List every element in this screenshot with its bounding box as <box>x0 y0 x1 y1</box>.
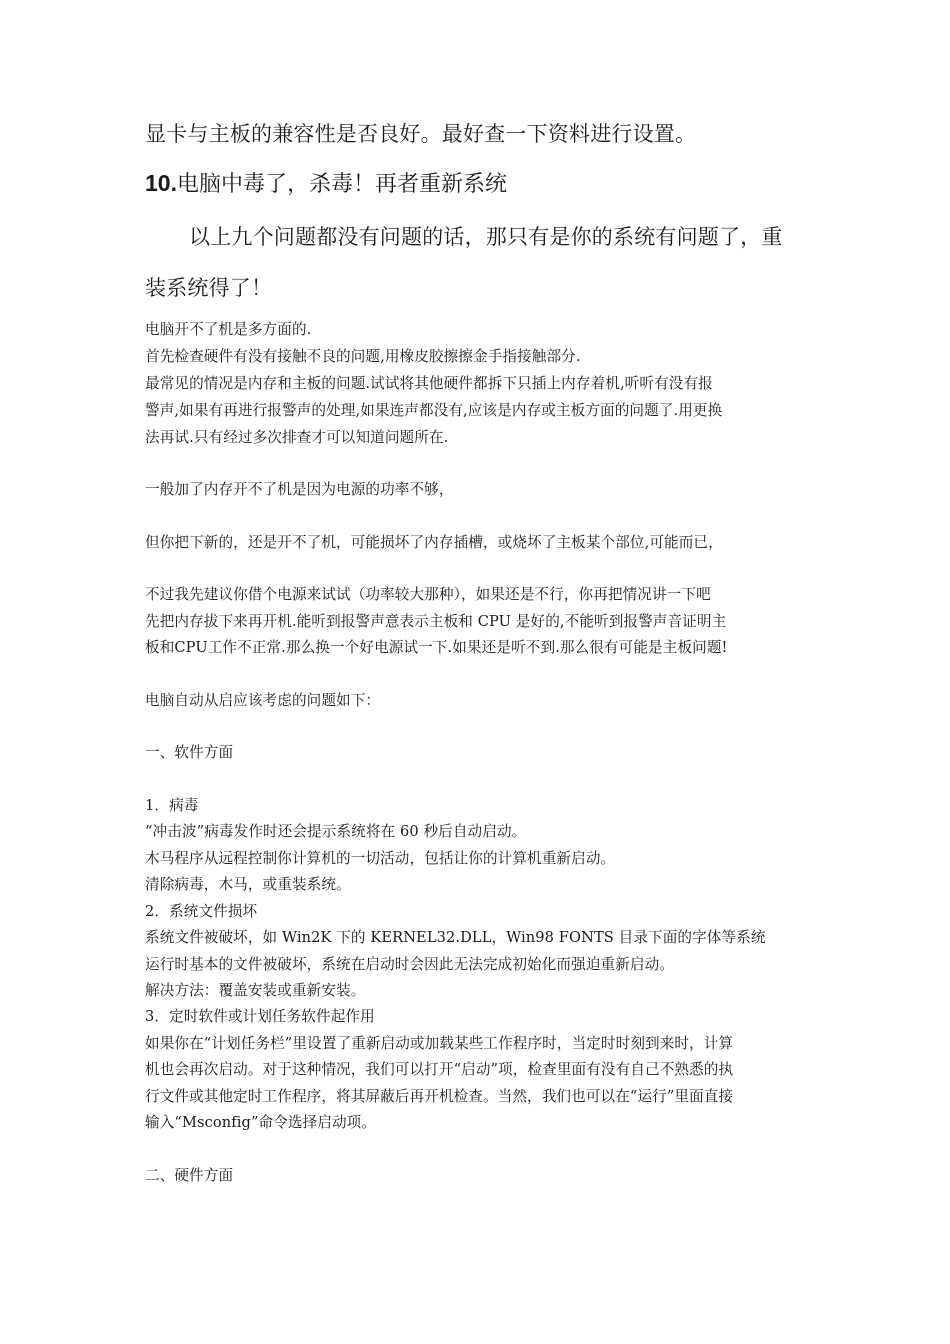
text-line: 系统文件被破坏，如 Win2K 下的 KERNEL32.DLL，Win98 FONTS 目录下面的字体等系统 <box>145 929 766 946</box>
text-line: “冲击波”病毒发作时还会提示系统将在 60 秒后自动启动。 <box>145 823 527 840</box>
text-line: 运行时基本的文件被破坏，系统在启动时会因此无法完成初始化而强迫重新启动。 <box>145 956 674 973</box>
item-heading-virus: 1．病毒 <box>145 797 199 814</box>
text-line: 机也会再次启动。对于这种情况，我们可以打开“启动”项，检查里面有没有自己不熟悉的执 <box>145 1061 734 1078</box>
text-line: 首先检查硬件有没有接触不良的问题,用橡皮胶擦擦金手指接触部分. <box>145 348 581 365</box>
text-line: 输入“Msconfig”命令选择启动项。 <box>145 1114 377 1131</box>
text-line: 电脑开不了机是多方面的. <box>145 321 312 338</box>
compatibility-line: 显卡与主板的兼容性是否良好。最好查一下资料进行设置。 <box>145 122 697 146</box>
text-line: 警声,如果有再进行报警声的处理,如果连声都没有,应该是内存或主板方面的问题了.用更换 <box>145 402 723 419</box>
heading-number: 10. <box>145 170 177 196</box>
text-line: 木马程序从远程控制你计算机的一切活动，包括让你的计算机重新启动。 <box>145 850 616 867</box>
subheading-hardware: 二、硬件方面 <box>145 1167 234 1184</box>
summary-line-1: 以上九个问题都没有问题的话，那只有是你的系统有问题了，重 <box>189 225 783 249</box>
text-line: 如果你在“计划任务栏”里设置了重新启动或加载某些工作程序时，当定时时刻到来时，计算 <box>145 1035 734 1052</box>
text-line: 一般加了内存开不了机是因为电源的功率不够， <box>145 481 454 498</box>
subheading-software: 一、软件方面 <box>145 744 234 761</box>
text-line: 最常见的情况是内存和主板的问题.试试将其他硬件都拆下只插上内存着机,听听有没有报 <box>145 375 713 392</box>
text-line: 但你把下新的，还是开不了机，可能损坏了内存插槽，或烧坏了主板某个部位,可能而已， <box>145 534 723 551</box>
text-line: 不过我先建议你借个电源来试试（功率较大那种），如果还是不行，你再把情况讲一下吧 <box>145 586 711 603</box>
item-heading-system-files: 2．系统文件损坏 <box>145 903 258 920</box>
restart-intro: 电脑自动从启应该考虑的问题如下： <box>145 692 381 709</box>
heading-text: 电脑中毒了，杀毒！再者重新系统 <box>176 172 507 197</box>
text-line: 行文件或其他定时工作程序，将其屏蔽后再开机检查。当然，我们也可以在“运行”里面直接 <box>145 1088 734 1105</box>
text-line: 法再试.只有经过多次排查才可以知道问题所在. <box>145 429 449 446</box>
text-line: 先把内存拔下来再开机.能听到报警声意表示主板和 CPU 是好的,不能听到报警声音证明主 <box>145 613 727 630</box>
text-line: 板和CPU工作不正常.那么换一个好电源试一下.如果还是听不到.那么很有可能是主板问题! <box>145 639 728 656</box>
summary-line-2: 装系统得了！ <box>145 276 273 300</box>
section-heading-10 <box>145 167 507 198</box>
text-line: 清除病毒，木马，或重装系统。 <box>145 876 351 893</box>
text-line: 解决方法：覆盖安装或重新安装。 <box>145 982 366 999</box>
item-heading-scheduled-tasks: 3．定时软件或计划任务软件起作用 <box>145 1008 375 1025</box>
